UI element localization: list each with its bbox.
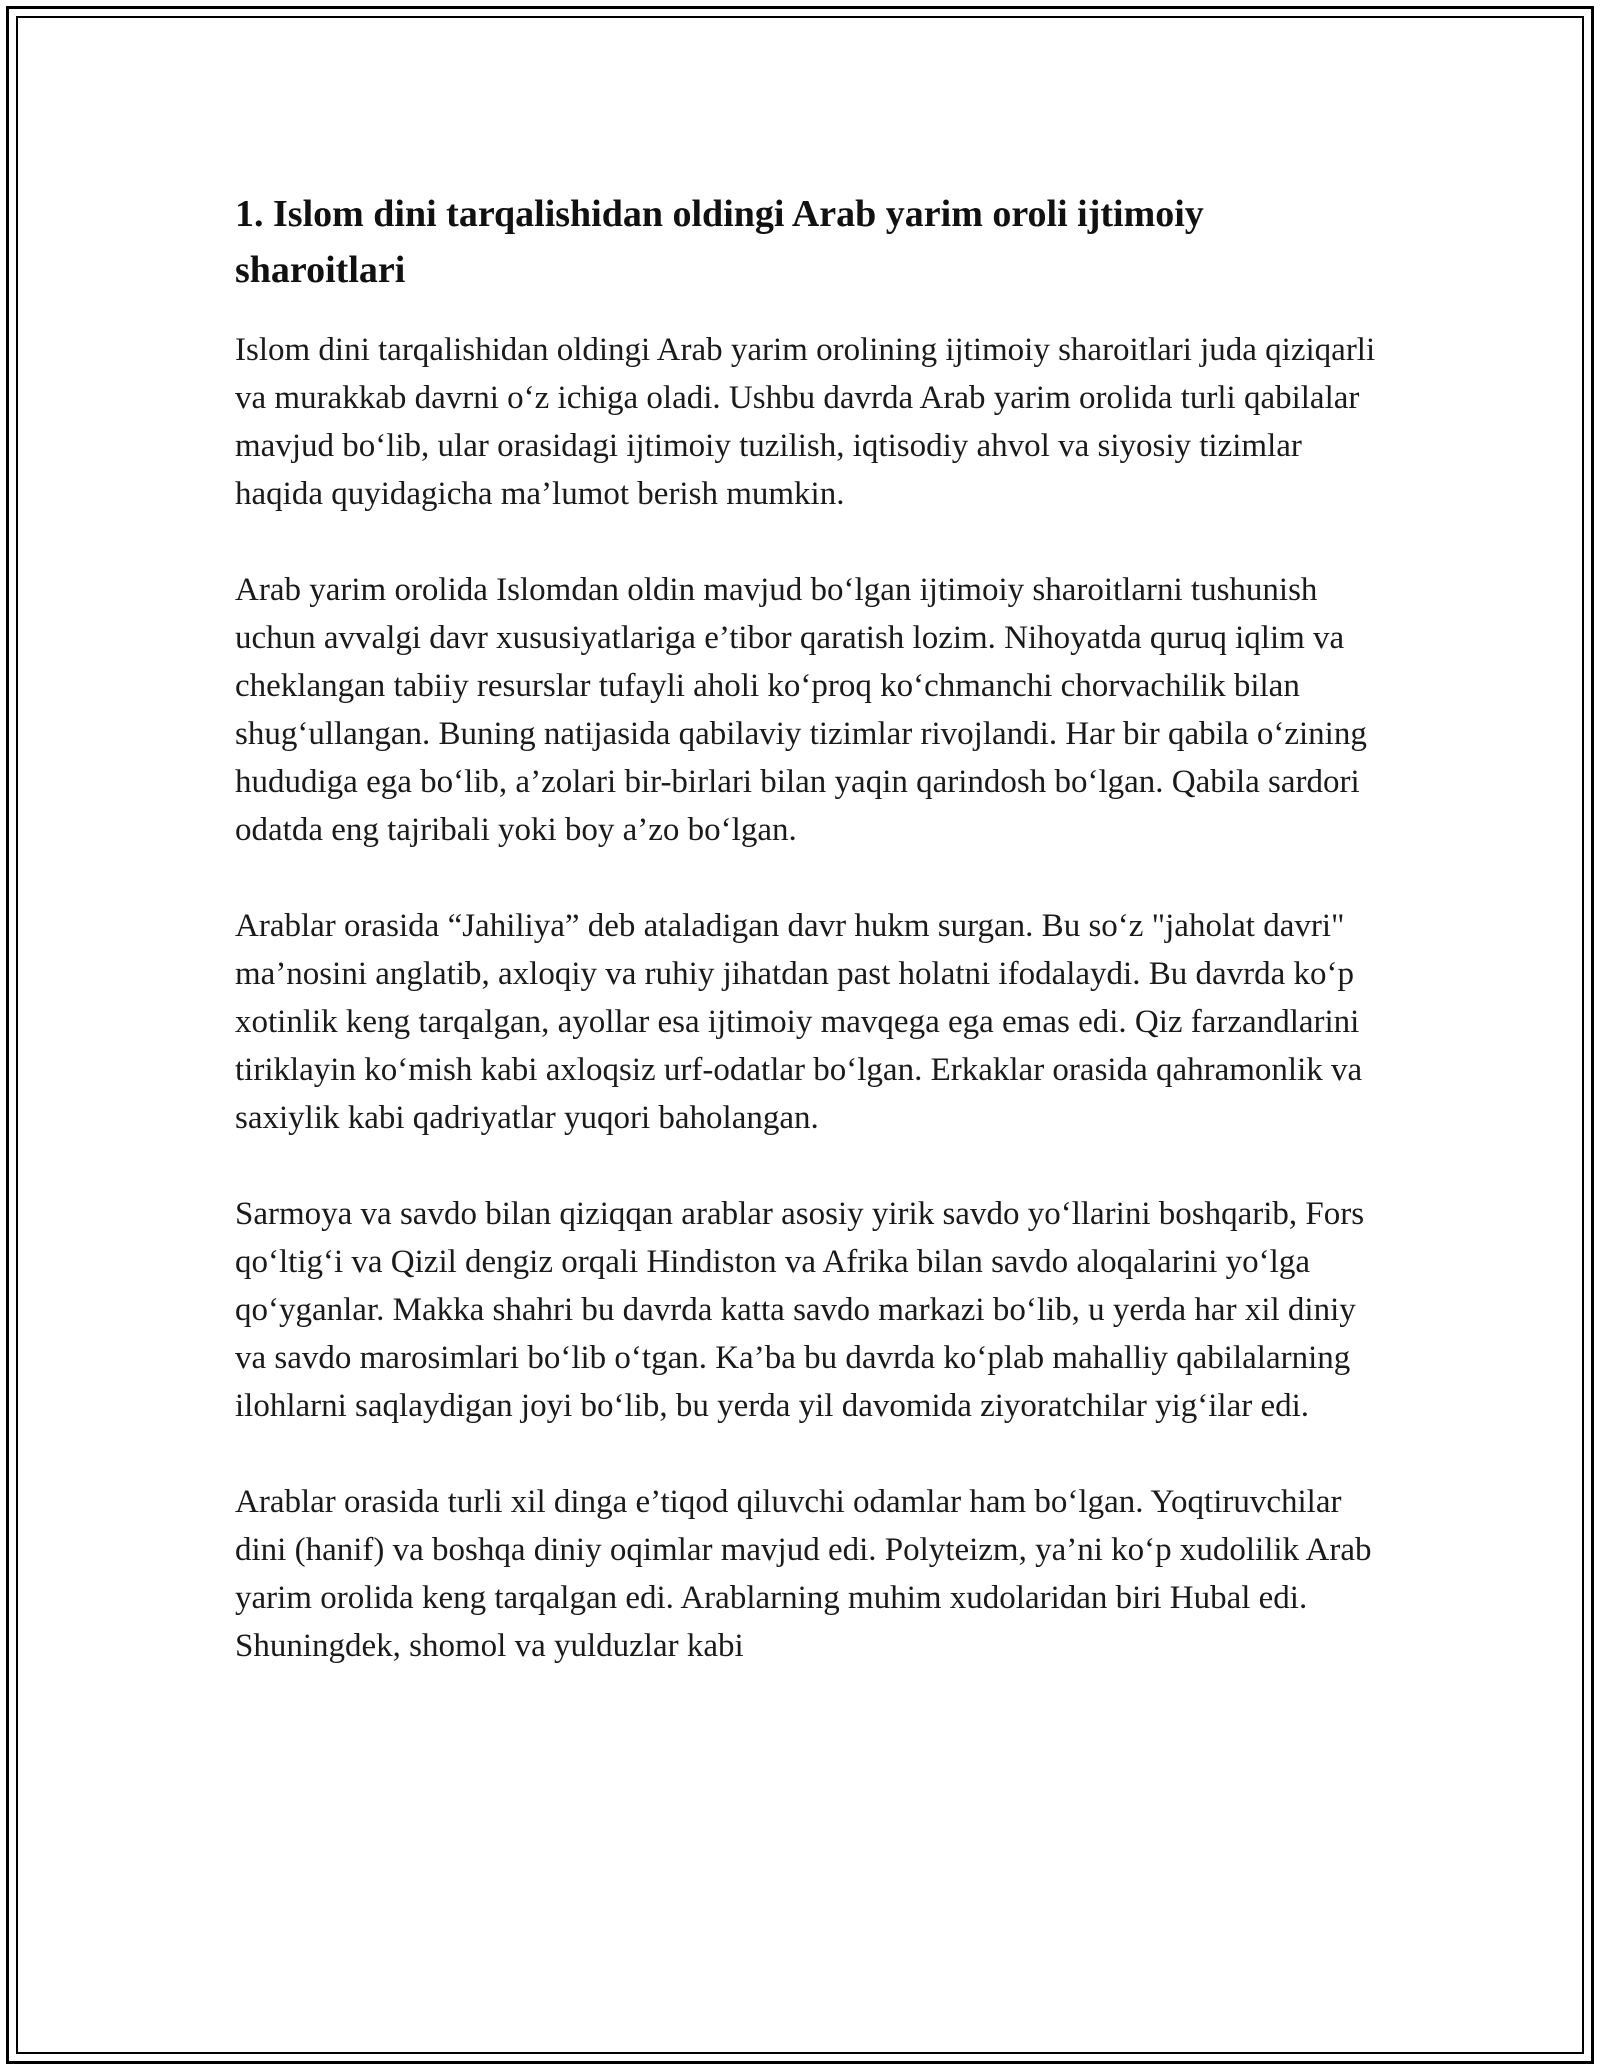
paragraph-2: Arab yarim orolida Islomdan oldin mavjud bo‘lgan ijtimoiy sharoitlarni tushunish uchun avvalgi davr xususiyatlariga e’tibor qaratish lozim. Nihoyatda quruq iqlim va cheklangan tabiiy resurslar tufayli aholi ko‘proq ko‘chmanchi chorvachilik bilan shug‘ullangan. Buning natijasida qabilaviy tizimlar rivojlandi. Har bir qabila o‘zining hududiga ega bo‘lib, a’zolari bir-birlari bilan yaqin qarindosh bo‘lgan. Qabila sardori odatda eng tajribali yoki boy a’zo bo‘lgan. (235, 572, 1367, 848)
document-body (235, 186, 1380, 1718)
paragraph-1: Islom dini tarqalishidan oldingi Arab yarim orolining ijtimoiy sharoitlari juda qiziqarli va murakkab davrni o‘z ichiga oladi. Ushbu davrda Arab yarim orolida turli qabilalar mavjud bo‘lib, ular orasidagi ijtimoiy tuzilish, iqtisodiy ahvol va siyosiy tizimlar haqida quyidagicha ma’lumot berish mumkin. (235, 332, 1376, 512)
paragraph-4: Sarmoya va savdo bilan qiziqqan arablar asosiy yirik savdo yo‘llarini boshqarib, Fors qo‘ltig‘i va Qizil dengiz orqali Hindiston va Afrika bilan savdo aloqalarini yo‘lga qo‘yganlar. Makka shahri bu davrda katta savdo markazi bo‘lib, u yerda har xil diniy va savdo marosimlari bo‘lib o‘tgan. Ka’ba bu davrda ko‘plab mahalliy qabilalarning ilohlarni saqlaydigan joyi bo‘lib, bu yerda yil davomida ziyoratchilar yig‘ilar edi. (235, 1196, 1365, 1424)
paragraph-5: Arablar orasida turli xil dinga e’tiqod qiluvchi odamlar ham bo‘lgan. Yoqtiruvchilar dini (hanif) va boshqa diniy oqimlar mavjud edi. Polyteizm, ya’ni ko‘p xudolilik Arab yarim orolida keng tarqalgan edi. Arablarning muhim xudolaridan biri Hubal edi. Shuningdek, shomol va yulduzlar kabi (235, 1484, 1372, 1664)
section-heading: 1. Islom dini tarqalishidan oldingi Arab yarim oroli ijtimoiy sharoitlari (235, 193, 1204, 291)
paragraph-3: Arablar orasida “Jahiliya” deb ataladigan davr hukm surgan. Bu so‘z "jaholat davri" ma’nosini anglatib, axloqiy va ruhiy jihatdan past holatni ifodalaydi. Bu davrda ko‘p xotinlik keng tarqalgan, ayollar esa ijtimoiy mavqega ega emas edi. Qiz farzandlarini tiriklayin ko‘mish kabi axloqsiz urf-odatlar bo‘lgan. Erkaklar orasida qahramonlik va saxiylik kabi qadriyatlar yuqori baholangan. (235, 908, 1363, 1136)
